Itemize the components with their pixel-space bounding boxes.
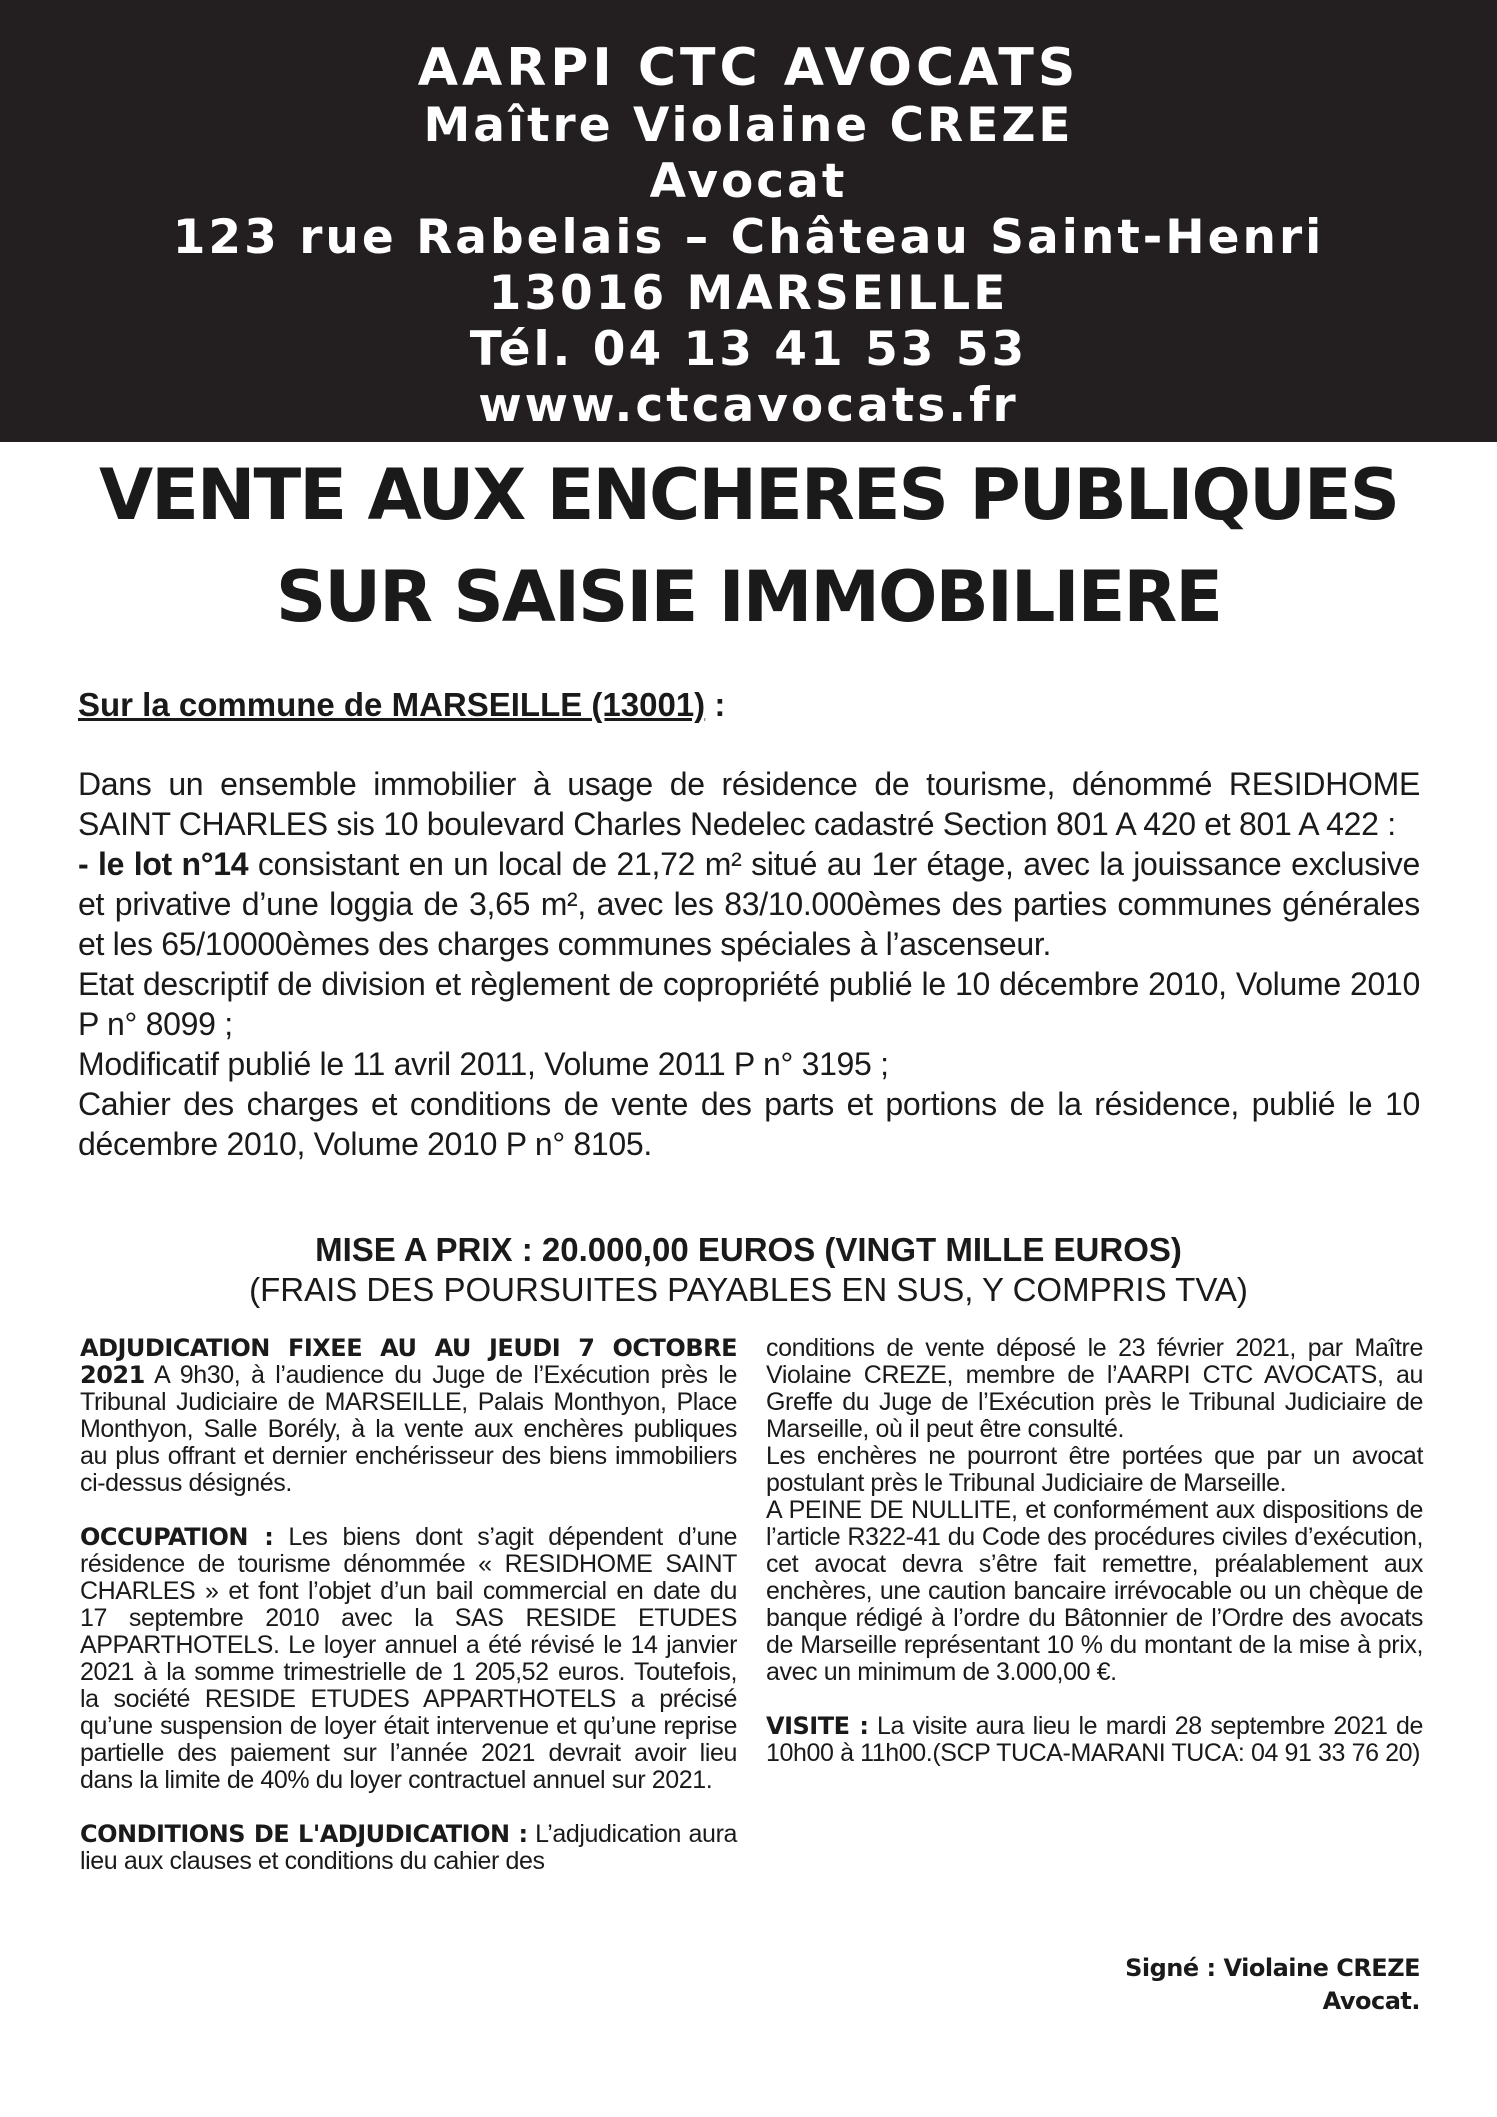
occupation-label: OCCUPATION :: [80, 1523, 274, 1551]
lawyer-role: Avocat: [649, 154, 848, 209]
page-title-line1: VENTE AUX ENCHERES PUBLIQUES: [98, 454, 1399, 536]
firm-address: 123 rue Rabelais – Château Saint-Henri: [172, 210, 1325, 265]
property-description: [78, 764, 1420, 1164]
occupation-paragraph: [80, 1524, 737, 1794]
page-title-line2: SUR SAISIE IMMOBILIERE: [275, 556, 1222, 638]
right-column: [766, 1335, 1423, 1794]
encheres-paragraph: Les enchères ne pourront être portées que par un avocat postulant près le Tribunal Judiciaire de Marseille.: [766, 1442, 1423, 1497]
lot-text: consistant en un local de 21,72 m² situé au 1er étage, avec la jouissance exclusive et privative d’une loggia de 3,65 m², avec les 83/10.000èmes des parties communes générales et les 65/10000èmes des charges communes spéciales à l’ascenseur.: [78, 846, 1420, 962]
signature-line1: Signé : Violaine CREZE: [1125, 1954, 1420, 1982]
commune-heading: [78, 686, 725, 724]
description-lot: [78, 844, 1420, 964]
lawyer-name: Maître Violaine CREZE: [423, 98, 1074, 153]
firm-phone: Tél. 04 13 41 53 53: [469, 322, 1028, 377]
adjudication-paragraph: [80, 1335, 737, 1497]
conditions-label: CONDITIONS DE L'ADJUDICATION :: [80, 1820, 528, 1848]
description-cahier: Cahier des charges et conditions de vente des parts et portions de la résidence, publié le 10 décembre 2010, Volume 2010 P n° 8105.: [78, 1086, 1420, 1162]
prix-line1: MISE A PRIX : 20.000,00 EUROS (VINGT MILLE EUROS): [315, 1231, 1182, 1268]
commune-suffix: :: [705, 686, 726, 723]
adjudication-label: ADJUDICATION FIXEE AU AU JEUDI 7 OCTOBRE 2021: [80, 1334, 737, 1389]
adjudication-text: A 9h30, à l’audience du Juge de l’Exécution près le Tribunal Judiciaire de MARSEILLE, Palais Monthyon, Place Monthyon, Salle Borély, à la vente aux enchères publiques au plus offrant et dernier enchérisseur des biens immobiliers ci-dessus désignés.: [80, 1361, 737, 1497]
firm-name: AARPI CTC AVOCATS: [417, 38, 1080, 98]
description-modificatif: Modificatif publié le 11 avril 2011, Volume 2011 P n° 3195 ;: [78, 1046, 889, 1082]
signature-line2: Avocat.: [1322, 1987, 1420, 2015]
commune-label: Sur la commune de MARSEILLE (13001): [78, 686, 706, 723]
description-intro: Dans un ensemble immobilier à usage de résidence de tourisme, dénommé RESIDHOME SAINT CHARLES sis 10 boulevard Charles Nedelec cadastré Section 801 A 420 et 801 A 422 :: [78, 766, 1420, 842]
firm-city: 13016 MARSEILLE: [488, 266, 1009, 321]
occupation-text: Les biens dont s’agit dépendent d’une résidence de tourisme dénommée « RESIDHOME SAINT CHARLES » et font l’objet d’un bail commercial en date du 17 septembre 2010 avec la SAS RESIDE ETUDES APPARTHOTELS. Le loyer annuel a été révisé le 14 janvier 2021 à la somme trimestrielle de 1 205,52 euros. Toutefois, la société RESIDE ETUDES APPARTHOTELS a précisé qu’une suspension de loyer était intervenue et qu’une reprise partielle des paiement sur l’année 2021 devrait avoir lieu dans la limite de 40% du loyer contractuel annuel sur 2021.: [80, 1523, 737, 1794]
mise-a-prix: [0, 1230, 1497, 1310]
visite-paragraph: [766, 1713, 1423, 1767]
conditions-text: L’adjudication aura lieu aux clauses et conditions du cahier des: [80, 1820, 737, 1875]
left-column: [80, 1335, 737, 1875]
peine-paragraph: A PEINE DE NULLITE, et conformément aux dispositions de l’article R322-41 du Code des procédures civiles d’exécution, cet avocat devra s’être fait remettre, préalablement aux enchères, une caution bancaire irrévocable ou un chèque de banque rédigé à l’ordre du Bâtonnier de l’Ordre des avocats de Marseille représentant 10 % du montant de la mise à prix, avec un minimum de 3.000,00 €.: [766, 1496, 1423, 1686]
visite-label: VISITE :: [766, 1712, 869, 1740]
header-banner: [0, 0, 1497, 442]
description-etat: Etat descriptif de division et règlement de copropriété publié le 10 décembre 2010, Volume 2010 P n° 8099 ;: [78, 966, 1420, 1042]
prix-line2: (FRAIS DES POURSUITES PAYABLES EN SUS, Y COMPRIS TVA): [249, 1271, 1248, 1308]
conditions-paragraph: [80, 1821, 737, 1875]
lot-label: - le lot n°14: [78, 846, 249, 882]
conditions-continuation: conditions de vente déposé le 23 février 2021, par Maître Violaine CREZE, membre de l’AARPI CTC AVOCATS, au Greffe du Juge de l’Exécution près le Tribunal Judiciaire de Marseille, où il peut être consulté.: [766, 1334, 1423, 1443]
signature: [1125, 1952, 1420, 2018]
firm-website: www.ctcavocats.fr: [478, 378, 1019, 433]
visite-text: La visite aura lieu le mardi 28 septembre 2021 de 10h00 à 11h00.(SCP TUCA-MARANI TUCA: 04 91 33 76 20): [766, 1712, 1424, 1767]
